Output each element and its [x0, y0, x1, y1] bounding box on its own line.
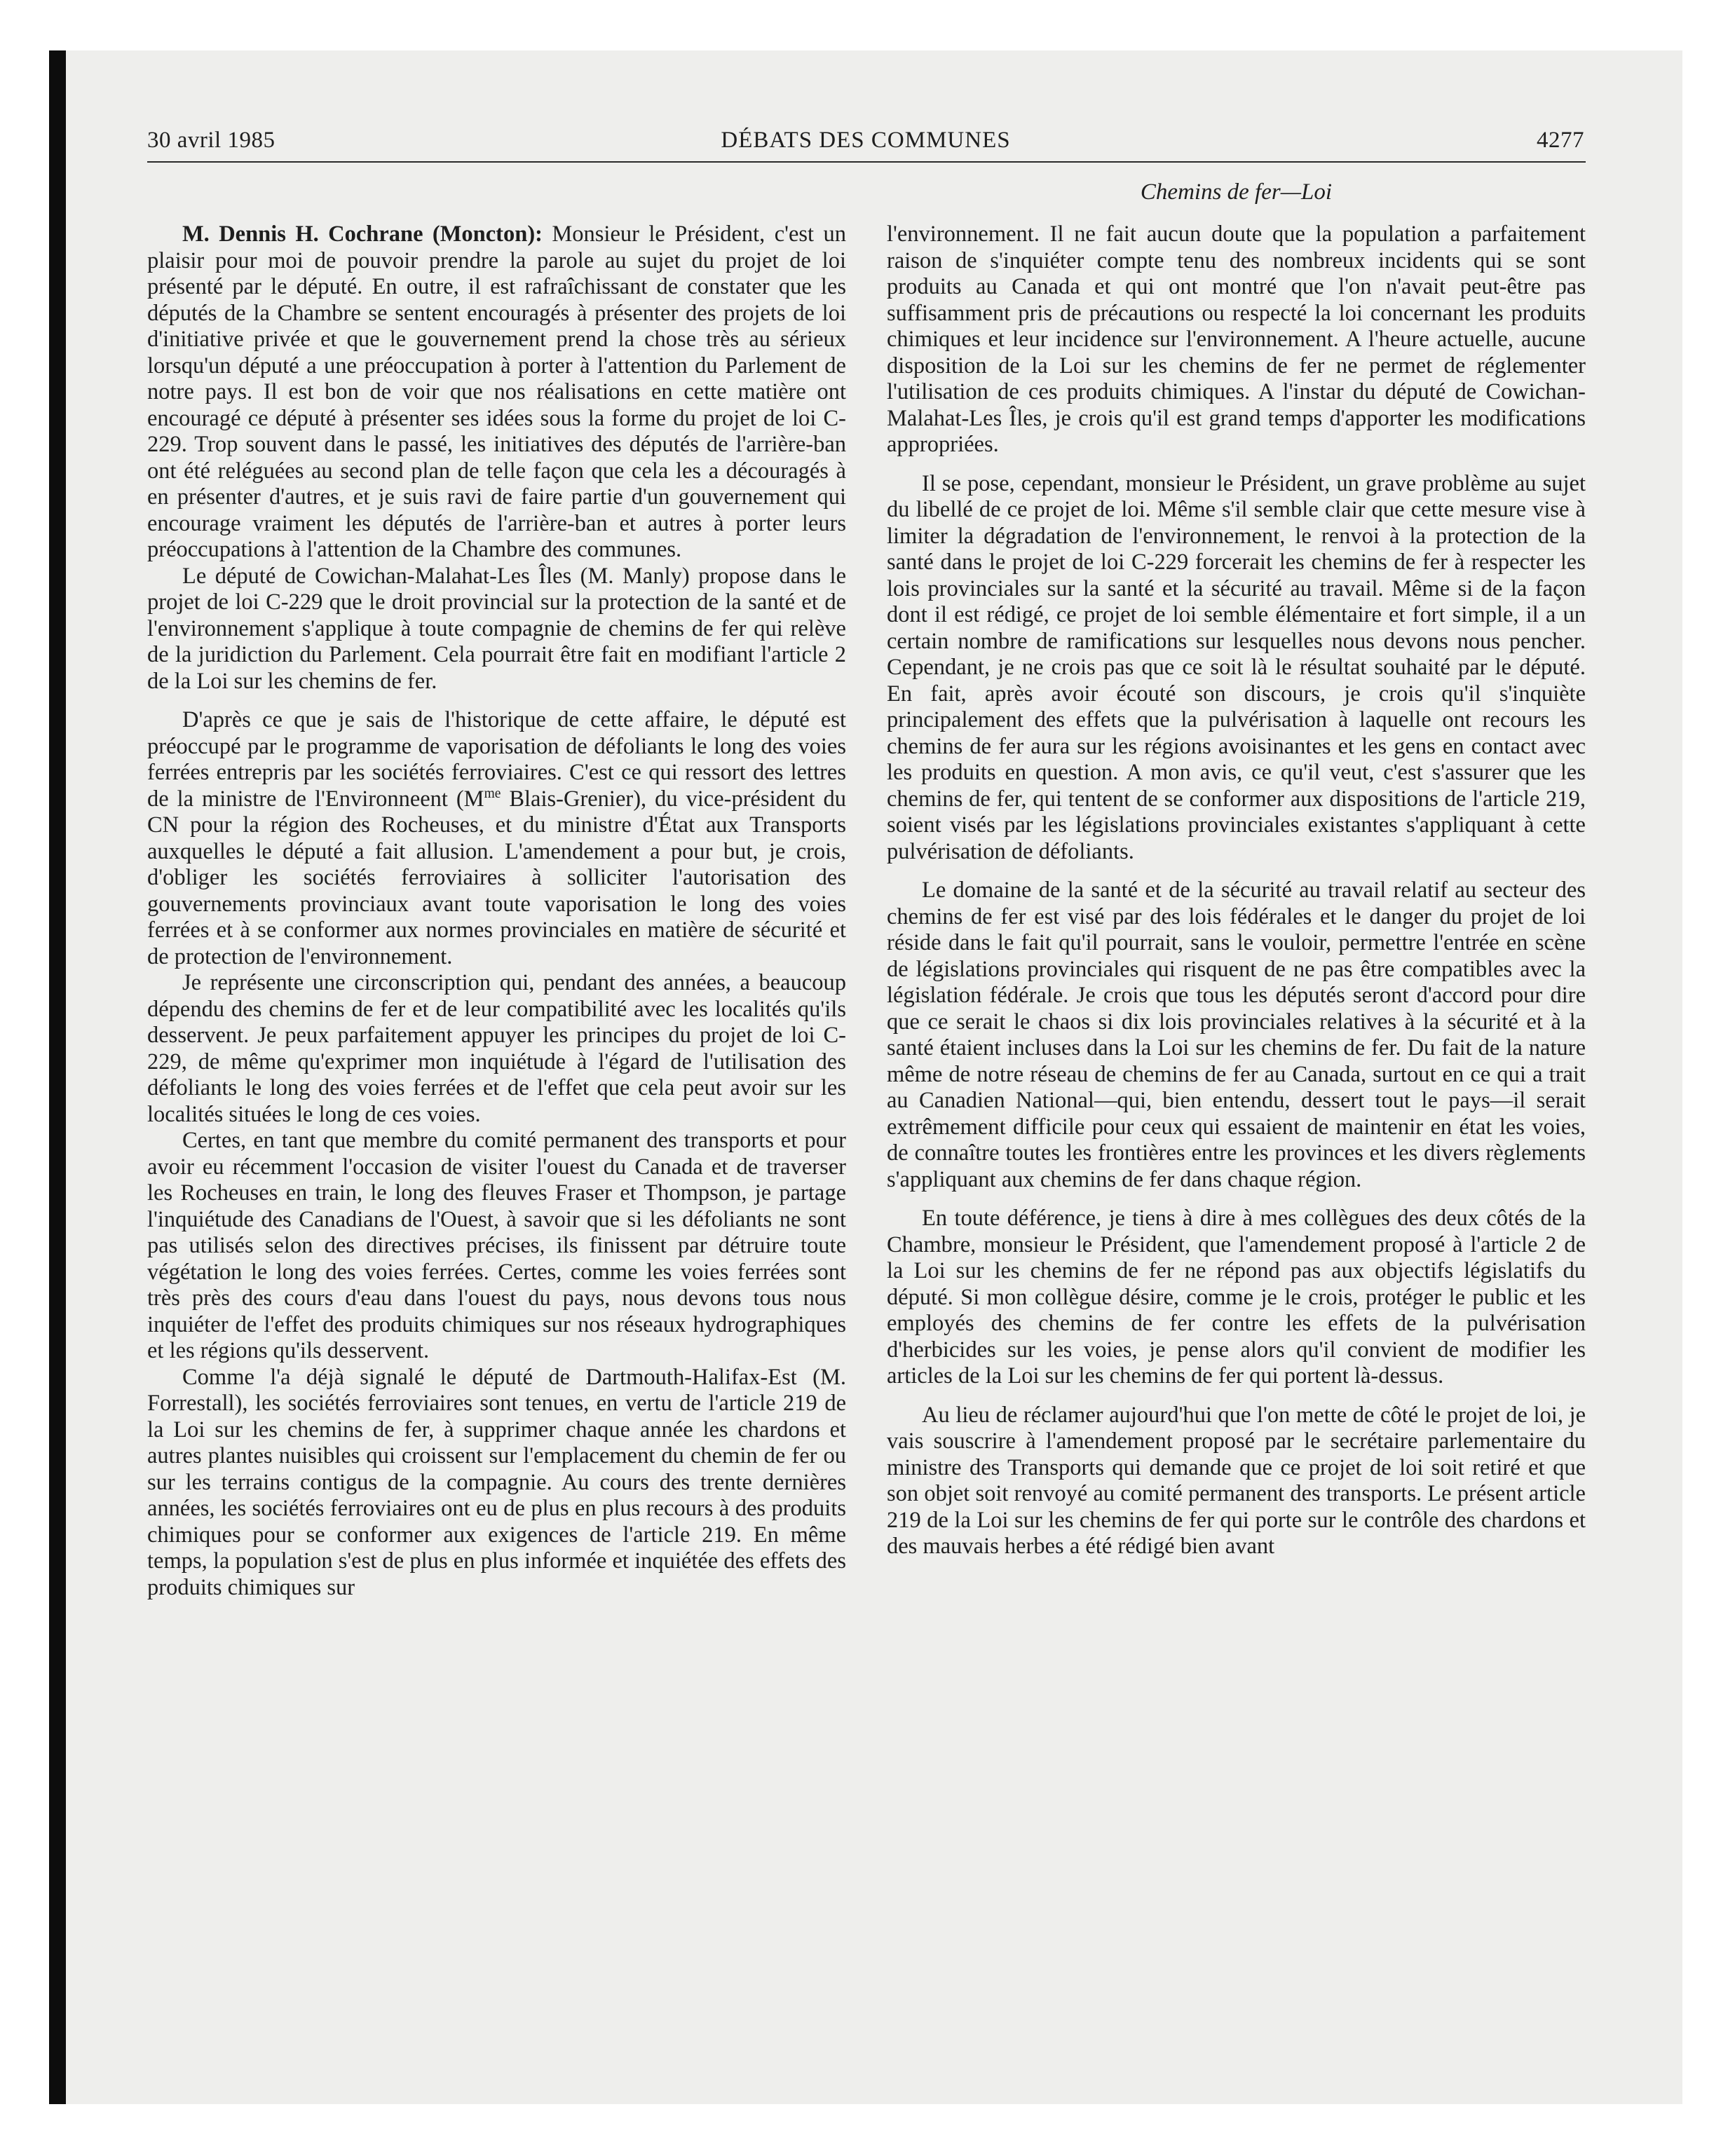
paragraph [147, 707, 846, 970]
paragraph: Au lieu de réclamer aujourd'hui que l'on mette de côté le projet de loi, je vais souscrire à l'amendement proposé par le secrétaire parlementaire du ministre des Transports qui demande que ce projet de loi soit retiré et que son objet soit renvoyé au comité permanent des transports. Le présent article 219 de la Loi sur les chemins de fer qui porte sur le contrôle des chardons et des mauvais herbes a été rédigé bien avant [887, 1402, 1586, 1559]
paragraph: En toute déférence, je tiens à dire à mes collègues des deux côtés de la Chambre, monsieur le Président, que l'amendement proposé à l'article 2 de la Loi sur les chemins de fer ne répond pas aux objectifs législatifs du député. Si mon collègue désire, comme je le crois, protéger le public et les employés des chemins de fer contre les effets de la pulvérisation d'herbicides sur les voies, je pense alors qu'il convient de modifier les articles de la Loi sur les chemins de fer qui portent là-dessus. [887, 1206, 1586, 1389]
speaker-name: M. Dennis H. Cochrane (Moncton): [182, 221, 543, 247]
header-publication: DÉBATS DES COMMUNES [721, 128, 1011, 153]
superscript: me [484, 786, 501, 801]
paragraph: Certes, en tant que membre du comité permanent des transports et pour avoir eu récemment l'occasion de visiter l'ouest du Canada et de traverser les Rocheuses en train, le long des fleuves Fraser et Thompson, je partage l'inquiétude des Canadians de l'Ouest, à savoir que si les défoliants ne sont pas utilisés selon des directives précises, ils finissent par détruire toute végétation le long des voies ferrées. Certes, comme les voies ferrées sont très près des cours d'eau dans l'ouest du pays, nous devons tous nous inquiéter de l'effet des produits chimiques sur nos réseaux hydrographiques et les régions qu'ils desservent. [147, 1128, 846, 1363]
header-date: 30 avril 1985 [147, 128, 275, 153]
header-page-number: 4277 [1537, 128, 1584, 153]
paragraph: Je représente une circonscription qui, pendant des années, a beaucoup dépendu des chemins de fer et de leur compatibilité avec les localités qu'ils desservent. Je peux parfaitement appuyer les principes du projet de loi C-229, de même qu'exprimer mon inquiétude à l'égard de l'utilisation des défoliants le long des voies ferrées et de l'effet que cela peut avoir sur les localités situées le long de ces voies. [147, 970, 846, 1127]
header-rule [147, 161, 1586, 163]
right-column [887, 221, 1586, 1560]
scan-binding-edge [49, 50, 66, 2104]
paragraph-text: Blais-Grenier), du vice-président du CN pour la région des Rocheuses, et du ministre d'État aux Transports auxquelles le député a fait allusion. L'amendement a pour but, je crois, d'obliger les sociétés ferroviaires à solliciter l'autorisation des gouvernements provinciaux avant toute vaporisation le long des voies ferrées et à se conformer aux normes provinciales en matière de sécurité et de protection de l'environnement. [147, 786, 846, 969]
paragraph: l'environnement. Il ne fait aucun doute que la population a parfaitement raison de s'inquiéter compte tenu des nombreux incidents qui se sont produits au Canada et qui ont montré que l'on n'avait peut-être pas suffisamment pris de précautions ou respecté la loi concernant les produits chimiques et leur incidence sur l'environnement. A l'heure actuelle, aucune disposition de la Loi sur les chemins de fer ne permet de réglementer l'utilisation de ces produits chimiques. A l'instar du député de Cowichan-Malahat-Les Îles, je crois qu'il est grand temps d'apporter les modifications appropriées. [887, 221, 1586, 457]
paragraph-text: Monsieur le Président, c'est un plaisir pour moi de pouvoir prendre la parole au sujet du projet de loi présenté par le député. En outre, il est rafraîchissant de constater que les députés de la Chambre se sentent encouragés à présenter des projets de loi d'initiative privée et que le gouvernement prend la chose très au sérieux lorsqu'un député a une préoccupation à porter à l'attention du Parlement de notre pays. Il est bon de voir que nos réalisations en cette matière ont encouragé ce député à présenter ses idées sous la forme du projet de loi C-229. Trop souvent dans le passé, les initiatives des députés de l'arrière-ban ont été reléguées au second plan de telle façon que cela les a découragés à en présenter d'autres, et je suis ravi de faire partie d'un gouvernement qui encourage vraiment les députés de l'arrière-ban et autres à porter leurs préoccupations à l'attention de la Chambre des communes. [147, 221, 846, 562]
section-title: Chemins de fer—Loi [1140, 179, 1333, 205]
paragraph: Il se pose, cependant, monsieur le Président, un grave problème au sujet du libellé de ce projet de loi. Même s'il semble clair que cette mesure vise à limiter la dégradation de l'environnement, le renvoi à la protection de la santé dans le projet de loi C-229 forcerait les chemins de fer à respecter les lois provinciales sur la santé et la sécurité au travail. Même si de la façon dont il est rédigé, ce projet de loi semble élémentaire et fort simple, il a un certain nombre de ramifications sur lesquelles nous devons nous pencher. Cependant, je ne crois pas que ce soit là le résultat souhaité par le député. En fait, après avoir écouté son discours, je crois qu'il s'inquiète principalement des effets que la pulvérisation à laquelle ont recours les chemins de fer aura sur les régions avoisinantes et les gens en contact avec les produits en question. A mon avis, ce qu'il veut, c'est s'assurer que les chemins de fer, qui tentent de se conformer aux dispositions de l'article 219, soient visés par les législations provinciales existantes s'appliquant à cette pulvérisation de défoliants. [887, 470, 1586, 864]
paragraph-text: D'après ce que je sais de l'historique de cette affaire, le député est préoccupé par le programme de vaporisation de défoliants le long des voies ferrées entrepris par les sociétés ferroviaires. C'est ce qui ressort des lettres de la ministre de l'Environneent (M [147, 707, 846, 812]
paragraph: Comme l'a déjà signalé le député de Dartmouth-Halifax-Est (M. Forrestall), les sociétés ferroviaires sont tenues, en vertu de l'article 219 de la Loi sur les chemins de fer, à supprimer chaque année les chardons et autres plantes nuisibles qui croissent sur l'emplacement du chemin de fer ou sur les terrains contigus de la compagnie. Au cours des trente dernières années, les sociétés ferroviaires ont eu de plus en plus recours à des produits chimiques pour se conformer aux exigences de l'article 219. En même temps, la population s'est de plus en plus informée et inquiétée des effets des produits chimiques sur [147, 1364, 846, 1600]
paragraph: Le domaine de la santé et de la sécurité au travail relatif au secteur des chemins de fer est visé par des lois fédérales et le danger du projet de loi réside dans le fait qu'il pourrait, sans le vouloir, permettre l'entrée en scène de législations provinciales qui risquent de ne pas être compatibles avec la législation fédérale. Je crois que tous les députés seront d'accord pour dire que ce serait le chaos si dix lois provinciales relatives à la sécurité et à la santé étaient incluses dans la Loi sur les chemins de fer. Du fait de la nature même de notre réseau de chemins de fer au Canada, surtout en ce qui a trait au Canadien National—qui, bien entendu, dessert tout le pays—il serait extrêmement difficile pour ceux qui essaient de maintenir en état les voies, de connaître toutes les frontières entre les provinces et les divers règlements s'appliquant aux chemins de fer dans chaque région. [887, 878, 1586, 1192]
paragraph [147, 221, 846, 564]
paragraph: Le député de Cowichan-Malahat-Les Îles (M. Manly) propose dans le projet de loi C-229 que le droit provincial sur la protection de la santé et de l'environnement s'applique à toute compagnie de chemins de fer qui relève de la juridiction du Parlement. Cela pourrait être fait en modifiant l'article 2 de la Loi sur les chemins de fer. [147, 563, 846, 694]
left-column [147, 221, 846, 1601]
running-header [147, 128, 1584, 163]
